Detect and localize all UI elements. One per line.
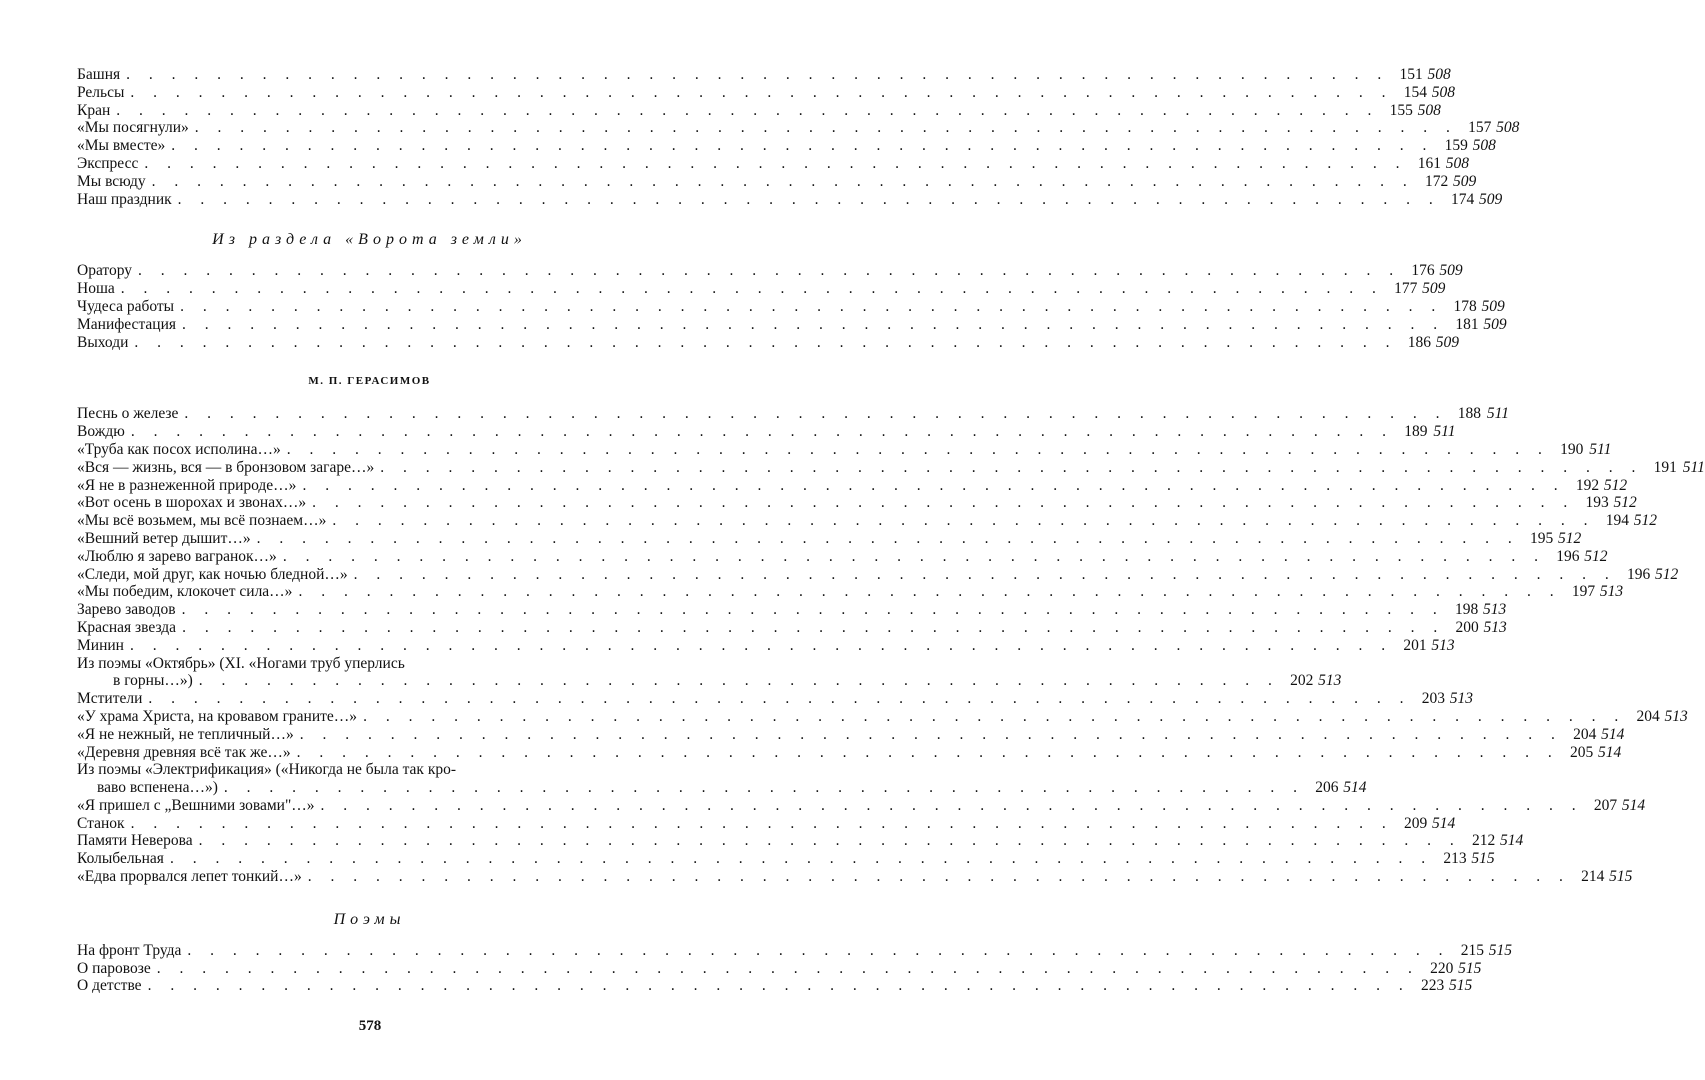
toc-entry-title: Колыбельная xyxy=(77,850,170,868)
dot-leader: . . . . . . . . . . . . . . . . . . . . . . . . . . . . . . . . . . . . . . . . . . . . . . . . . . . . . . . . xyxy=(120,280,1384,298)
dot-leader: . . . . . . . . . . . . . . . . . . . . . . . . . . . . . . . . . . . . . . . . . . . . . . . . . . . . . . . . xyxy=(296,743,1560,761)
toc-page-number: 204 xyxy=(1573,725,1597,743)
toc-page-number: 176 xyxy=(1411,262,1435,280)
toc-page-number: 178 xyxy=(1453,297,1477,315)
toc-entry-title: Башня xyxy=(77,66,126,84)
toc-page-number: 206 xyxy=(1315,779,1339,797)
toc-entry-title: «Я не в разнеженной природе…» xyxy=(77,477,302,495)
toc-page-number: 159 xyxy=(1444,137,1468,155)
dot-leader: . . . . . . . . . . . . . . . . . . . . . . . . . . . . . . . . . . . . . . . . . . . . . . . . . . . . . . . . xyxy=(126,66,1389,83)
toc-entry-title: Зарево заводов xyxy=(77,601,182,619)
toc-entry xyxy=(77,83,1456,102)
toc-note-page-number: 509 xyxy=(1481,297,1505,315)
toc-page-number: 161 xyxy=(1417,154,1441,172)
toc-page-number: 192 xyxy=(1575,476,1600,494)
toc-note-page-number: 512 xyxy=(1633,512,1657,530)
toc-entry-oktyabr xyxy=(77,654,1342,691)
dot-leader: . . . . . . . . . . . . . . . . . . . . . . . . . . . . . . . . . . . . . . . . . . . . . . . . . . . . . . . . xyxy=(181,601,1445,619)
toc-note-page-number: 514 xyxy=(1431,814,1456,832)
toc-entry xyxy=(77,636,1455,655)
toc-group-3 xyxy=(77,405,1705,654)
toc-entry-title-line2: в горны…») xyxy=(113,672,199,690)
toc-page-number: 186 xyxy=(1407,333,1432,351)
dot-leader: . . . . . . . . . . . . . . . . . . . . . . . . . . . . . . . . . . . . . . . . . . . . . . . . . . . . . . . . xyxy=(177,190,1441,208)
toc-page-number: 194 xyxy=(1605,512,1629,530)
toc-entry-title: Станок xyxy=(77,815,131,833)
toc-page-number: 155 xyxy=(1389,101,1413,119)
toc-entry-title: «Труба как посох исполина…» xyxy=(77,441,287,459)
dot-leader: . . . . . . . . . . . . . . . . . . . . . . . . . . . . . . . . . . . . . . . . . . . . . . . . . . . . . . . . xyxy=(116,101,1379,119)
toc-entry-title: Красная звезда xyxy=(77,619,182,637)
toc-entry xyxy=(77,796,1646,815)
dot-leader: . . . . . . . . . . . . . . . . . . . . . . . . . . . . . . . . . . . . . . . . . . . . . . . . . . . . . . . . xyxy=(184,405,1448,423)
toc-entry xyxy=(77,172,1477,191)
toc-note-page-number: 509 xyxy=(1452,172,1477,190)
toc-note-page-number: 509 xyxy=(1439,262,1463,280)
dot-leader: . . . . . . . . . . . . . . . . . . . . . . . . . . . . . . . . . . . . . . . . . . . . . . . . xyxy=(198,672,1280,690)
dot-leader: . . . . . . . . . . . . . . . . . . . . . . . . . . . . . . . . . . . . . . . . . . . . . . . . . . . . . . . . xyxy=(130,83,1394,101)
dot-leader: . . . . . . . . . . . . . . . . . . . . . . . . . . . . . . . . . . . . . . . . . . . . . . . . . . . . . . . . xyxy=(320,796,1584,814)
toc-entry xyxy=(77,583,1624,601)
toc-page-number: 196 xyxy=(1627,565,1651,583)
dot-leader: . . . . . . . . . . . . . . . . . . . . . . . . . . . . . . . . . . . . . . . . . . . . . . . . . . . . . . . . xyxy=(130,423,1394,441)
toc-note-page-number: 513 xyxy=(1483,618,1507,636)
toc-group-6 xyxy=(77,941,1513,995)
toc-page-number: 181 xyxy=(1455,315,1479,333)
dot-leader: . . . . . . . . . . . . . . . . . . . . . . . . . . . . . . . . . . . . . . . . . . . . . . . . . . . . . . . . xyxy=(129,636,1393,654)
toc-note-page-number: 512 xyxy=(1603,476,1628,494)
toc-entry xyxy=(77,280,1446,298)
toc-entry-title: «Вся — жизнь, вся — в бронзовом загаре…» xyxy=(77,459,380,477)
toc-entry-title-line1: Из поэмы «Октябрь» (XI. «Ногами труб уперлись xyxy=(77,654,405,672)
section-heading-poemy: Поэмы xyxy=(333,910,406,928)
toc-page-number: 201 xyxy=(1403,636,1427,654)
toc-entry-title: «Мы посягнули» xyxy=(77,119,195,137)
toc-page-number: 196 xyxy=(1556,547,1580,565)
toc-page-number: 193 xyxy=(1585,494,1609,512)
dot-leader: . . . . . . . . . . . . . . . . . . . . . . . . . . . . . . . . . . . . . . . . . . . . . . . . . . . . . . . . xyxy=(138,262,1401,280)
toc-note-page-number: 513 xyxy=(1482,601,1507,619)
toc-note-page-number: 512 xyxy=(1557,529,1582,547)
toc-page-number: 197 xyxy=(1571,583,1596,601)
toc-note-page-number: 509 xyxy=(1479,190,1503,208)
toc-note-page-number: 513 xyxy=(1599,583,1624,601)
dot-leader: . . . . . . . . . . . . . . . . . . . . . . . . . . . . . . . . . . . . . . . . . . . . . . . . . . . . . . . . xyxy=(302,476,1566,494)
toc-entry xyxy=(77,405,1510,423)
toc-entry-title: Экспресс xyxy=(77,155,144,173)
toc-note-page-number: 512 xyxy=(1584,547,1608,565)
toc-entry xyxy=(77,832,1524,850)
toc-page-number: 198 xyxy=(1454,601,1479,619)
dot-leader: . . . . . . . . . . . . . . . . . . . . . . . . . . . . . . . . . . . . . . . . . . . . . . . . . . . . . . . . xyxy=(307,868,1571,886)
toc-entry xyxy=(77,725,1625,744)
toc-entry xyxy=(77,458,1705,477)
toc-entry-title: «У храма Христа, на кровавом граните…» xyxy=(77,708,363,726)
toc-page-number: 212 xyxy=(1472,832,1496,850)
toc-note-page-number: 514 xyxy=(1500,832,1524,850)
author-heading: М. П. ГЕРАСИМОВ xyxy=(308,375,431,388)
dot-leader: . . . . . . . . . . . . . . . . . . . . . . . . . . . . . . . . . . . . . . . . . . . . . . . . . . . . . . . . xyxy=(144,154,1407,172)
toc-entry xyxy=(77,547,1608,566)
toc-page-number: 204 xyxy=(1636,707,1660,725)
toc-entry xyxy=(77,690,1474,708)
toc-entry-title: Ноша xyxy=(77,280,121,298)
toc-entry-title: На фронт Труда xyxy=(77,942,187,960)
toc-note-page-number: 515 xyxy=(1448,977,1473,995)
toc-entry xyxy=(77,941,1513,960)
toc-page-number: 189 xyxy=(1404,423,1428,441)
toc-entry xyxy=(77,565,1679,584)
toc-entry-title-line2: ваво вспенена…») xyxy=(97,779,224,797)
toc-entry-title: «Мы победим, клокочет сила…» xyxy=(77,583,298,601)
toc-page-number: 188 xyxy=(1457,405,1482,423)
toc-note-page-number: 511 xyxy=(1682,458,1705,476)
toc-entry-title: Кран xyxy=(77,102,116,120)
toc-entry xyxy=(77,440,1612,459)
toc-note-page-number: 514 xyxy=(1601,725,1625,743)
toc-page-number: 215 xyxy=(1460,941,1485,959)
toc-entry-elektrifikatsiya xyxy=(77,761,1367,797)
toc-entry xyxy=(77,868,1633,886)
toc-note-page-number: 515 xyxy=(1458,959,1482,977)
dot-leader: . . . . . . . . . . . . . . . . . . . . . . . . . . . . . . . . . . . . . . . . . . . . . . . . . . . . . . . . xyxy=(298,583,1562,601)
toc-entry-title: «Деревня древняя всё так же…» xyxy=(77,744,297,762)
toc-note-page-number: 515 xyxy=(1609,868,1633,886)
toc-group-2 xyxy=(77,262,1507,351)
toc-entry xyxy=(77,476,1628,495)
toc-group-1 xyxy=(77,66,1520,208)
toc-entry xyxy=(77,601,1507,619)
dot-leader: . . . . . . . . . . . . . . . . . . . . . . . . . . . . . . . . . . . . . . . . . . . . . . . . . . . . . . . . xyxy=(187,941,1451,959)
toc-entry xyxy=(77,66,1451,84)
toc-note-page-number: 513 xyxy=(1318,672,1342,690)
toc-page-number: 205 xyxy=(1570,743,1594,761)
dot-leader: . . . . . . . . . . . . . . . . . . . . . . . . . . . . . . . . . . . . . . . . . . . . . . . . . . . . . . . . xyxy=(286,440,1550,458)
toc-page-number: 200 xyxy=(1455,618,1479,636)
toc-note-page-number: 509 xyxy=(1483,315,1507,333)
toc-entry xyxy=(77,529,1582,548)
toc-entry-title: «Мы вместе» xyxy=(77,137,171,155)
dot-leader: . . . . . . . . . . . . . . . . . . . . . . . . . . . . . . . . . . . . . . . . . . . . . . . . . . . . . . . . xyxy=(180,297,1443,315)
section-heading-vorota: Из раздела «Ворота земли» xyxy=(212,231,527,249)
dot-leader: . . . . . . . . . . . . . . . . . . . . . . . . . . . . . . . . . . . . . . . . . . . . . . . . . . . . . . . . xyxy=(256,529,1520,547)
toc-entry-title: Наш праздник xyxy=(77,191,178,209)
toc-note-page-number: 508 xyxy=(1472,137,1496,155)
toc-page-number: 157 xyxy=(1468,119,1492,137)
toc-entry-title: Минин xyxy=(77,637,130,655)
dot-leader: . . . . . . . . . . . . . . . . . . . . . . . . . . . . . . . . . . . . . . . . . . . . . . . . . . . . . . . . xyxy=(134,333,1398,351)
toc-entry xyxy=(77,512,1657,530)
toc-entry-title: Рельсы xyxy=(77,84,130,102)
toc-entry xyxy=(77,977,1473,995)
dot-leader: . . . . . . . . . . . . . . . . . . . . . . . . . . . . . . . . . . . . . . . . . . . . . . . . . . . . . . . . xyxy=(380,458,1643,476)
toc-entry-title: «Люблю я зарево вагранок…» xyxy=(77,548,283,566)
toc-group-5 xyxy=(77,796,1646,886)
toc-note-page-number: 513 xyxy=(1449,690,1474,708)
toc-entry-title: Песнь о железе xyxy=(77,405,184,423)
toc-entry-title: Памяти Неверова xyxy=(77,832,199,850)
dot-leader: . . . . . . . . . . . . . . . . . . . . . . . . . . . . . . . . . . . . . . . . . . . . . . . . . . . . . . . . xyxy=(282,547,1546,565)
toc-page-number: 172 xyxy=(1424,172,1449,190)
toc-entry xyxy=(77,333,1460,352)
toc-entry-title: Оратору xyxy=(77,262,138,280)
toc-note-page-number: 514 xyxy=(1598,743,1622,761)
dot-leader: . . . . . . . . . . . . . . . . . . . . . . . . . . . . . . . . . . . . . . . . . . . . . . . . . . . . . . . . xyxy=(171,137,1434,155)
dot-leader: . . . . . . . . . . . . . . . . . . . . . . . . . . . . . . . . . . . . . . . . . . . . . . . . . . . . . . . . xyxy=(299,725,1563,743)
toc-page-number: 195 xyxy=(1529,529,1554,547)
toc-entry-title: «Следи, мой друг, как ночью бледной…» xyxy=(77,566,354,584)
toc-entry xyxy=(77,814,1456,833)
toc-note-page-number: 508 xyxy=(1427,66,1451,83)
toc-entry-title: Мстители xyxy=(77,690,148,708)
toc-page-number: 223 xyxy=(1420,977,1445,995)
toc-page-number: 151 xyxy=(1399,66,1423,83)
toc-page-number: 191 xyxy=(1653,458,1677,476)
toc-note-page-number: 514 xyxy=(1343,779,1367,797)
toc-entry xyxy=(77,959,1482,978)
dot-leader: . . . . . . . . . . . . . . . . . . . . . . . . . . . . . . . . . . . . . . . . . . . . . . . . . . . . . . . . xyxy=(151,172,1415,190)
toc-note-page-number: 511 xyxy=(1589,440,1612,458)
toc-page-number: 154 xyxy=(1403,83,1428,101)
toc-entry-title: О детстве xyxy=(77,977,148,995)
toc-page-number: 207 xyxy=(1593,796,1618,814)
dot-leader: . . . . . . . . . . . . . . . . . . . . . . . . . . . . . . . . . . . . . . . . . . . . . . . . . . . . . . . . xyxy=(353,565,1617,583)
toc-entry-title: «Вот осень в шорохах и звонах…» xyxy=(77,494,312,512)
toc-page-number: 203 xyxy=(1421,690,1446,708)
dot-leader: . . . . . . . . . . . . . . . . . . . . . . . . . . . . . . . . . . . . . . . . . . . . . . . . . . . . . . . . xyxy=(130,814,1394,832)
toc-note-page-number: 513 xyxy=(1431,636,1455,654)
toc-entry xyxy=(77,137,1496,155)
toc-entry xyxy=(77,618,1507,637)
toc-entry xyxy=(77,423,1456,441)
dot-leader: . . . . . . . . . . . . . . . . . . . . . . . . . . . . . . . . . . . . . . . . . . . . . . . . . . . . . . . . xyxy=(194,119,1458,137)
toc-note-page-number: 511 xyxy=(1486,405,1510,423)
toc-page-number: 214 xyxy=(1581,868,1605,886)
toc-entry-title: Манифестация xyxy=(77,316,182,334)
toc-entry xyxy=(77,707,1688,726)
toc-note-page-number: 514 xyxy=(1621,796,1646,814)
toc-page-number: 174 xyxy=(1451,190,1475,208)
toc-note-page-number: 508 xyxy=(1445,154,1469,172)
toc-page-number: 177 xyxy=(1394,280,1418,298)
dot-leader: . . . . . . . . . . . . . . . . . . . . . . . . . . . . . . . . . . . . . . . . . . . . . . . . . . . . . . . . xyxy=(312,494,1575,512)
toc-entry xyxy=(77,850,1495,868)
toc-entry xyxy=(77,494,1637,512)
toc-note-page-number: 509 xyxy=(1422,280,1446,298)
toc-entry-title: Чудеса работы xyxy=(77,298,180,316)
toc-note-page-number: 512 xyxy=(1655,565,1679,583)
dot-leader: . . . . . . . . . . . . . . . . . . . . . . . . . . . . . . . . . . . . . . . . . . . . . . . . xyxy=(223,779,1305,797)
toc-entry xyxy=(77,262,1463,280)
toc-entry xyxy=(77,297,1505,316)
toc-entry-title: «Я не нежный, не тепличный…» xyxy=(77,726,300,744)
toc-entry-title: «Вешний ветер дышит…» xyxy=(77,530,257,548)
toc-note-page-number: 508 xyxy=(1417,101,1441,119)
toc-page-number: 202 xyxy=(1290,672,1314,690)
toc-entry-title: Вождю xyxy=(77,423,131,441)
toc-page-number: 220 xyxy=(1430,959,1454,977)
toc-page xyxy=(77,66,1705,995)
dot-leader: . . . . . . . . . . . . . . . . . . . . . . . . . . . . . . . . . . . . . . . . . . . . . . . . . . . . . . . . xyxy=(182,618,1445,636)
toc-note-page-number: 512 xyxy=(1613,494,1637,512)
dot-leader: . . . . . . . . . . . . . . . . . . . . . . . . . . . . . . . . . . . . . . . . . . . . . . . . . . . . . . . . xyxy=(148,690,1412,708)
toc-page-number: 190 xyxy=(1560,440,1584,458)
toc-note-page-number: 508 xyxy=(1496,119,1520,137)
toc-note-page-number: 515 xyxy=(1471,850,1495,868)
toc-note-page-number: 508 xyxy=(1431,83,1456,101)
toc-page-number: 209 xyxy=(1403,814,1428,832)
dot-leader: . . . . . . . . . . . . . . . . . . . . . . . . . . . . . . . . . . . . . . . . . . . . . . . . . . . . . . . . xyxy=(156,959,1420,977)
dot-leader: . . . . . . . . . . . . . . . . . . . . . . . . . . . . . . . . . . . . . . . . . . . . . . . . . . . . . . . . xyxy=(147,977,1411,995)
toc-entry xyxy=(77,743,1622,762)
dot-leader: . . . . . . . . . . . . . . . . . . . . . . . . . . . . . . . . . . . . . . . . . . . . . . . . . . . . . . . . xyxy=(198,832,1462,850)
toc-entry-title: «Мы всё возьмем, мы всё познаем…» xyxy=(77,512,332,530)
dot-leader: . . . . . . . . . . . . . . . . . . . . . . . . . . . . . . . . . . . . . . . . . . . . . . . . . . . . . . . . xyxy=(182,315,1445,333)
toc-entry-title: «Я пришел с „Вешними зовами"…» xyxy=(77,797,321,815)
toc-note-page-number: 509 xyxy=(1435,333,1460,351)
dot-leader: . . . . . . . . . . . . . . . . . . . . . . . . . . . . . . . . . . . . . . . . . . . . . . . . . . . . . . . . xyxy=(169,850,1433,868)
toc-entry-title: «Едва прорвался лепет тонкий…» xyxy=(77,868,308,886)
page-number: 578 xyxy=(358,1018,382,1034)
toc-entry-title: Выходи xyxy=(77,334,134,352)
toc-group-4 xyxy=(77,690,1688,761)
toc-entry-title-line1: Из поэмы «Электрификация» («Никогда не была так кро- xyxy=(77,761,457,779)
toc-entry-title: О паровозе xyxy=(77,960,157,978)
dot-leader: . . . . . . . . . . . . . . . . . . . . . . . . . . . . . . . . . . . . . . . . . . . . . . . . . . . . . . . . xyxy=(363,707,1626,725)
dot-leader: . . . . . . . . . . . . . . . . . . . . . . . . . . . . . . . . . . . . . . . . . . . . . . . . . . . . . . . . xyxy=(332,512,1595,530)
toc-note-page-number: 511 xyxy=(1433,423,1456,441)
toc-note-page-number: 515 xyxy=(1488,941,1513,959)
toc-entry xyxy=(77,119,1520,137)
toc-entry xyxy=(77,101,1441,120)
toc-entry xyxy=(77,315,1507,334)
toc-entry-title: Мы всюду xyxy=(77,173,152,191)
toc-entry xyxy=(77,154,1469,173)
toc-entry xyxy=(77,190,1503,209)
toc-page-number: 213 xyxy=(1443,850,1467,868)
toc-note-page-number: 513 xyxy=(1664,707,1688,725)
